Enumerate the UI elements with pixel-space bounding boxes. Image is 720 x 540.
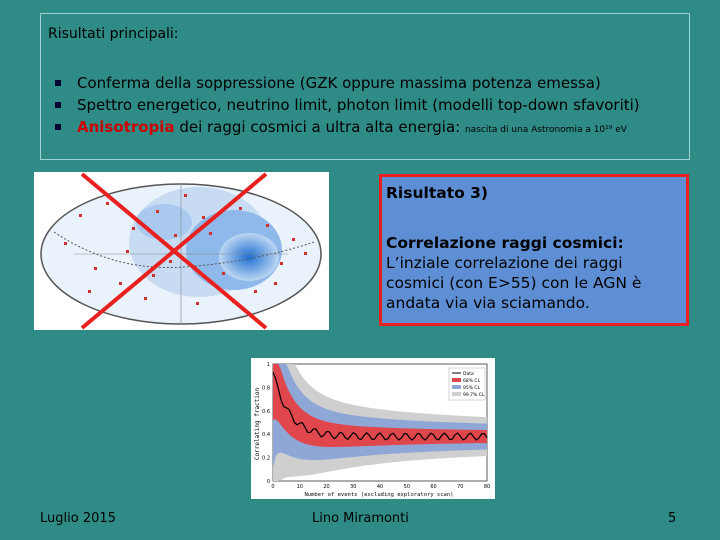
exposure-region <box>136 204 192 240</box>
result-box <box>379 174 689 326</box>
legend-swatch <box>452 378 461 382</box>
sky-map-image <box>34 172 329 330</box>
plot-yticks <box>262 362 270 485</box>
exposure-region <box>219 233 279 281</box>
result-content <box>386 233 682 313</box>
x-tick-label: 60 <box>430 484 437 490</box>
result-subheading: Correlazione raggi cosmici: <box>386 234 624 252</box>
y-tick-label: 1 <box>266 362 270 368</box>
result-heading: Risultato 3) <box>386 184 489 202</box>
bullet-item <box>51 94 640 116</box>
x-tick-label: 10 <box>296 484 303 490</box>
plot-ylabel: Correlating fraction <box>254 387 261 461</box>
bullet-note: nascita di una Astronomia a 10¹⁹ eV <box>464 125 627 135</box>
plot-xticks <box>271 484 490 490</box>
plot-legend <box>449 368 485 400</box>
bullet-item <box>51 72 640 94</box>
footer-date: Luglio 2015 <box>40 511 116 526</box>
y-tick-label: 0 <box>266 479 270 485</box>
bullet-square-icon <box>55 102 61 108</box>
x-tick-label: 70 <box>457 484 464 490</box>
x-tick-label: 0 <box>271 484 275 490</box>
footer-author: Lino Miramonti <box>312 511 409 526</box>
legend-swatch <box>452 385 461 389</box>
legend-item: Data <box>463 372 474 377</box>
bullet-square-icon <box>55 124 61 130</box>
bullet-square-icon <box>55 80 61 86</box>
bullet-text: Conferma della soppressione (GZK oppure massima potenza emessa) <box>77 74 601 92</box>
result-body: L’inziale correlazione dei raggi cosmici (con E>55) con le AGN è andata via via sciamando. <box>386 254 642 312</box>
bullet-highlight: Anisotropia <box>77 118 175 136</box>
y-tick-label: 0.2 <box>262 455 270 462</box>
legend-item: 95% CL <box>463 386 481 391</box>
bullet-text: Spettro energetico, neutrino limit, photon limit (modelli top-down sfavoriti) <box>77 96 640 114</box>
correlation-plot <box>251 358 495 499</box>
sky-map-graphic <box>34 172 329 330</box>
legend-item: 68% CL <box>463 379 481 384</box>
correlation-plot-image <box>251 358 495 499</box>
y-tick-label: 0.4 <box>262 432 270 439</box>
x-tick-label: 40 <box>376 484 384 490</box>
main-results-box <box>40 13 690 160</box>
plot-xlabel: Number of events (excluding exploratory scan) <box>304 492 454 498</box>
y-tick-label: 0.8 <box>262 385 270 392</box>
x-tick-label: 20 <box>323 484 330 490</box>
x-tick-label: 50 <box>403 484 410 490</box>
box-title: Risultati principali: <box>48 26 179 42</box>
bullet-text: dei raggi cosmici a ultra alta energia: <box>174 118 461 136</box>
x-tick-label: 30 <box>350 484 357 490</box>
legend-item: 99.7% CL <box>463 393 485 398</box>
y-tick-label: 0.6 <box>262 408 270 415</box>
bullet-list <box>51 72 640 141</box>
bullet-item <box>51 116 640 141</box>
legend-swatch <box>452 392 461 396</box>
page-number: 5 <box>668 511 677 526</box>
x-tick-label: 80 <box>483 484 491 490</box>
